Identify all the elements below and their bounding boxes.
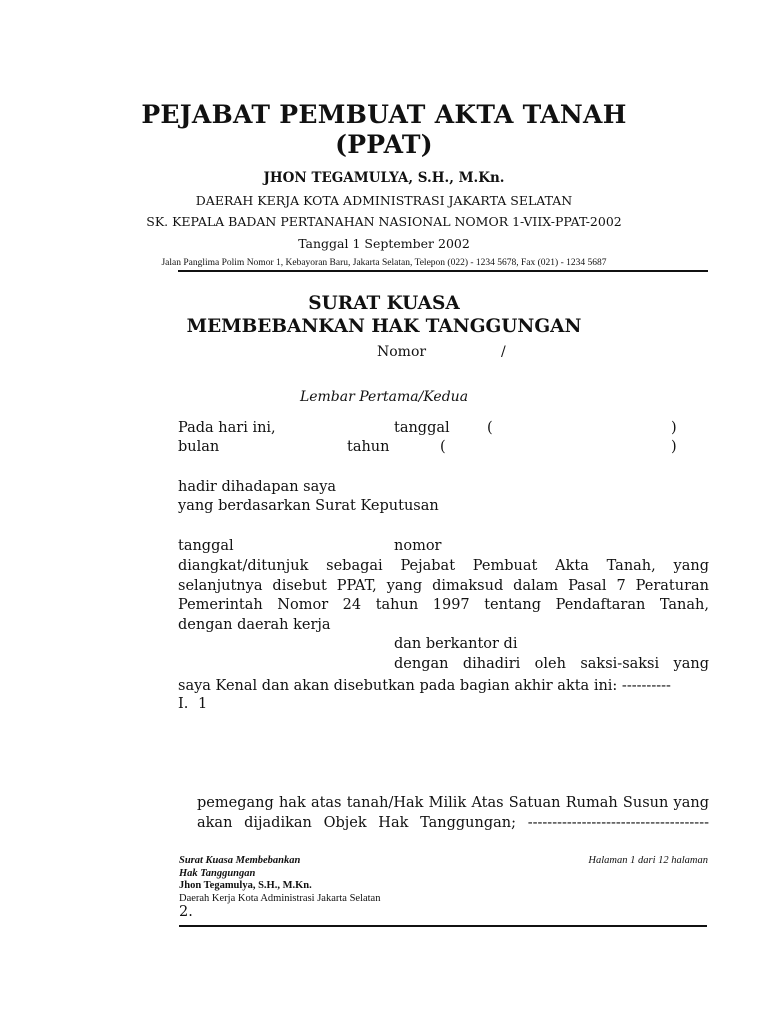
footer-doc-name-line2: Hak Tanggungan [179, 867, 256, 879]
header-divider [178, 270, 708, 272]
open-paren-1: ( [487, 420, 493, 436]
document-title-line2: MEMBEBANKAN HAK TANGGUNGAN [186, 316, 582, 337]
pemegang-paragraph [197, 794, 709, 833]
nomor-label: Nomor [377, 344, 427, 360]
berkantor-line: dan berkantor di [394, 636, 518, 652]
paragraph-line: pemegang hak atas tanah/Hak Milik Atas Satuan Rumah Susun yang [197, 795, 709, 811]
item-1-number: 1 [198, 696, 208, 712]
bulan-label: bulan [178, 439, 220, 455]
footer-area: Daerah Kerja Kota Administrasi Jakarta Selatan [179, 892, 381, 904]
decree-date: Tanggal 1 September 2002 [298, 236, 470, 251]
copy-label: Lembar Pertama/Kedua [299, 389, 469, 405]
footer-officer: Jhon Tegamulya, S.H., M.Kn. [179, 880, 312, 891]
document-title-line1: SURAT KUASA [308, 293, 460, 314]
appointment-paragraph [178, 557, 709, 635]
hadir-line: hadir dihadapan saya [178, 479, 337, 495]
officer-name: JHON TEGAMULYA, S.H., M.Kn. [263, 170, 505, 186]
work-area: DAERAH KERJA KOTA ADMINISTRASI JAKARTA SELATAN [195, 193, 573, 208]
office-title-line2: (PPAT) [335, 130, 433, 159]
tahun-label: tahun [347, 439, 390, 455]
tanggal-label: tanggal [394, 420, 450, 436]
decree-number: SK. KEPALA BADAN PERTANAHAN NASIONAL NOMOR 1-VIIX-PPAT-2002 [146, 214, 622, 229]
pada-hari-ini: Pada hari ini, [178, 420, 276, 436]
footer-divider [179, 925, 707, 927]
dihadiri-line: dengan dihadiri oleh saksi-saksi yang [394, 656, 709, 672]
kenal-line: saya Kenal dan akan disebutkan pada bagian akhir akta ini: ---------- [178, 678, 671, 694]
office-title-line1: PEJABAT PEMBUAT AKTA TANAH [141, 100, 627, 129]
office-address: Jalan Panglima Polim Nomor 1, Kebayoran Baru, Jakarta Selatan, Telepon (022) - 1234 5678, Fax (021) - 1234 5687 [161, 258, 607, 268]
item-2-number: 2. [179, 904, 193, 920]
paragraph-line: Pemerintah Nomor 24 tahun 1997 tentang Pendaftaran Tanah, [178, 597, 709, 613]
footer-page-info: Halaman 1 dari 12 halaman [588, 855, 708, 866]
footer-doc-info [179, 855, 380, 905]
paragraph-line: dengan daerah kerja [178, 616, 331, 633]
nomor-label-2: nomor [394, 538, 442, 554]
dihadiri-line-wrap [394, 655, 709, 675]
berdasarkan-line: yang berdasarkan Surat Keputusan [178, 498, 439, 514]
close-paren-1: ) [671, 420, 677, 436]
nomor-separator: / [501, 344, 506, 360]
item-1-roman: I. [178, 696, 189, 712]
paragraph-line: selanjutnya disebut PPAT, yang dimaksud dalam Pasal 7 Peraturan [178, 577, 709, 594]
footer-doc-name-line1: Surat Kuasa Membebankan [179, 855, 301, 866]
open-paren-2: ( [440, 439, 446, 455]
close-paren-2: ) [671, 439, 677, 455]
tanggal-label-2: tanggal [178, 538, 234, 554]
paragraph-line: diangkat/ditunjuk sebagai Pejabat Pembuat Akta Tanah, yang [178, 558, 709, 574]
paragraph-line: akan dijadikan Objek Hak Tanggungan; ------------------------------------- [197, 814, 709, 831]
